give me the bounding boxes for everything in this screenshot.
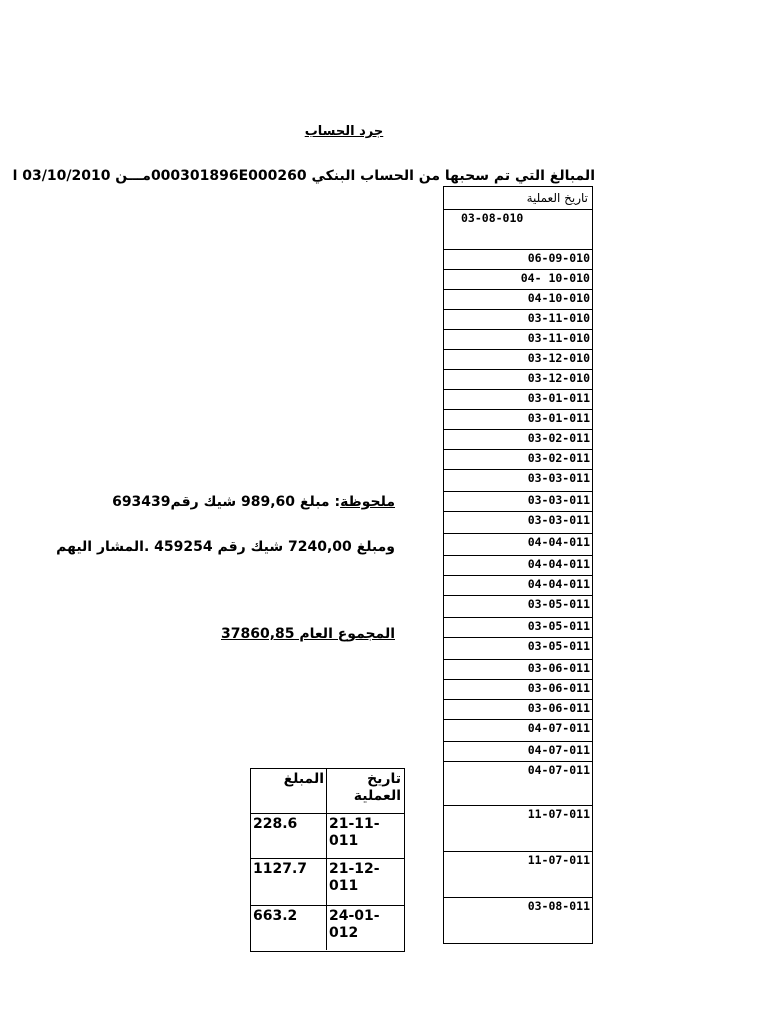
amount-cell: 663.2 bbox=[251, 906, 327, 950]
date-row: 04-04-011 bbox=[444, 555, 592, 575]
date-row: 04-04-011 bbox=[444, 575, 592, 595]
amounts-table-header-row bbox=[251, 769, 404, 813]
date-row: 03-01-011 bbox=[444, 409, 592, 429]
note-2: ومبلغ 7240,00 شيك رقم 459254 .المشار اليهم bbox=[56, 539, 395, 555]
date-row: 03-02-011 bbox=[444, 449, 592, 469]
document-subtitle: المبالغ التي تم سحبها من الحساب البنكي 000301896E000260مـــن 03/10/2010 ا bbox=[12, 168, 595, 184]
date-row: 03-11-010 bbox=[444, 309, 592, 329]
date-cell: 24-01-012 bbox=[329, 908, 380, 941]
table-row bbox=[251, 813, 404, 858]
date-row: 04-07-011 bbox=[444, 761, 592, 805]
date-row: 03-12-010 bbox=[444, 369, 592, 389]
date-row: 03-03-011 bbox=[444, 511, 592, 533]
date-cell: 21-12-011 bbox=[329, 861, 380, 894]
date-row: 03-01-011 bbox=[444, 389, 592, 409]
date-row: 03-06-011 bbox=[444, 699, 592, 719]
dates-table-header: تاريخ العملية bbox=[444, 186, 592, 209]
table-row bbox=[251, 905, 404, 950]
grand-total-label: المجموع العام bbox=[294, 626, 395, 642]
date-row: 03-03-011 bbox=[444, 469, 592, 491]
date-row: 11-07-011 bbox=[444, 851, 592, 897]
date-row: 03-08-011 bbox=[444, 897, 592, 943]
date-column-header: تاريخ العملية bbox=[353, 771, 401, 804]
date-row: 04-04-011 bbox=[444, 533, 592, 555]
date-row: 03-06-011 bbox=[444, 679, 592, 699]
amount-column-header: المبلغ bbox=[251, 769, 327, 813]
date-row: 11-07-011 bbox=[444, 805, 592, 851]
date-row: 03-11-010 bbox=[444, 329, 592, 349]
date-row: 03-08-010 bbox=[444, 209, 592, 249]
date-row: 04- 10-010 bbox=[444, 269, 592, 289]
amounts-table bbox=[250, 768, 405, 952]
note-1-label: ملحوظة bbox=[340, 494, 395, 510]
document-title: جرد الحساب bbox=[304, 124, 384, 139]
note-1 bbox=[95, 494, 395, 510]
grand-total bbox=[221, 626, 395, 642]
date-row: 03-05-011 bbox=[444, 637, 592, 659]
amount-cell: 1127.7 bbox=[251, 859, 327, 905]
date-row: 03-05-011 bbox=[444, 595, 592, 617]
date-row: 03-12-010 bbox=[444, 349, 592, 369]
date-row: 03-03-011 bbox=[444, 491, 592, 511]
date-row: 03-05-011 bbox=[444, 617, 592, 637]
date-row: 04-07-011 bbox=[444, 741, 592, 761]
date-row: 03-06-011 bbox=[444, 659, 592, 679]
grand-total-value: 37860,85 bbox=[221, 626, 295, 642]
date-row: 04-07-011 bbox=[444, 719, 592, 741]
date-cell: 21-11-011 bbox=[329, 816, 380, 849]
amount-cell: 228.6 bbox=[251, 814, 327, 858]
note-1-text: : مبلغ 989,60 شيك رقم693439 bbox=[112, 494, 341, 510]
table-row bbox=[251, 858, 404, 905]
operation-dates-table bbox=[443, 186, 593, 944]
date-row: 03-02-011 bbox=[444, 429, 592, 449]
date-row: 06-09-010 bbox=[444, 249, 592, 269]
date-row: 04-10-010 bbox=[444, 289, 592, 309]
